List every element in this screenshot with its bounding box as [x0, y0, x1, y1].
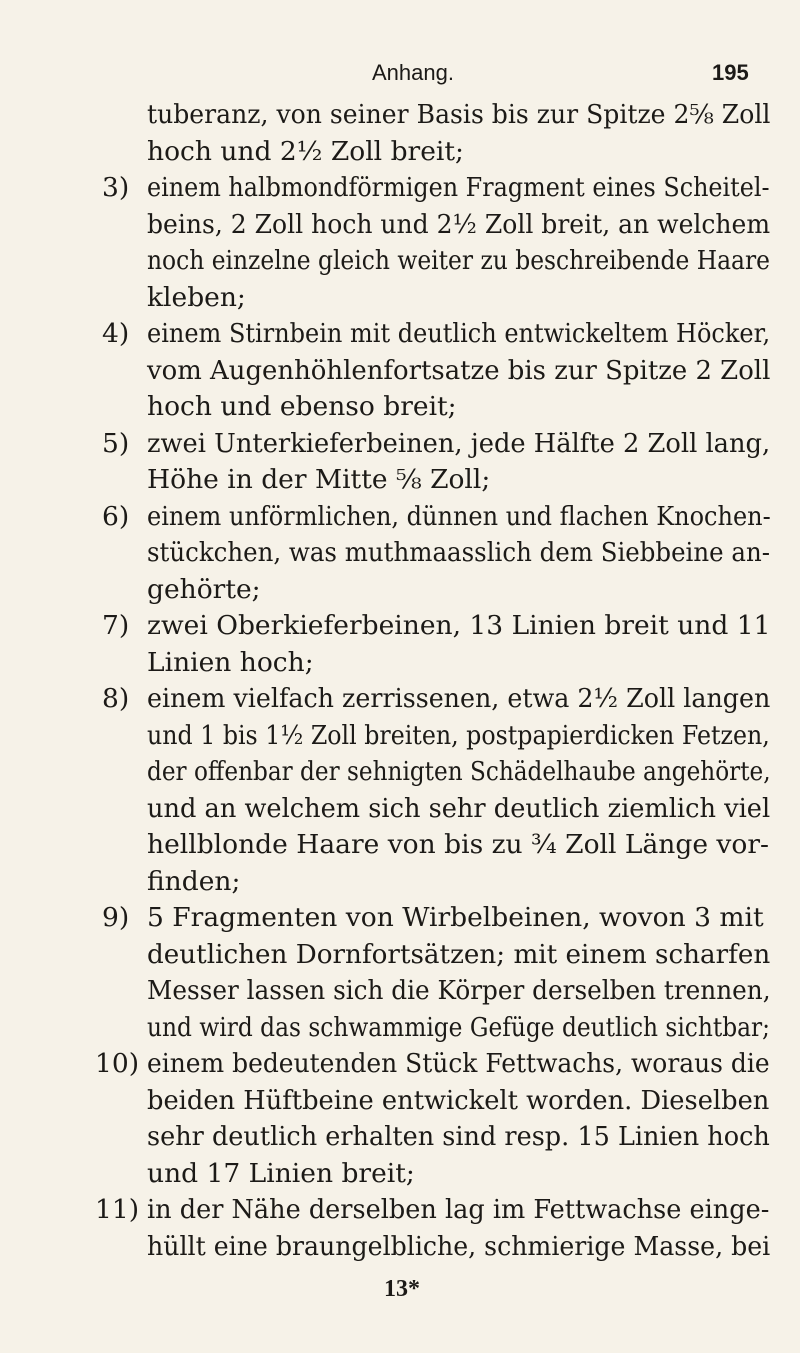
line-text: in der Nähe derselben lag im Fettwachse einge-	[147, 1194, 770, 1225]
text-line	[0, 317, 800, 351]
line-text: und 1 bis 1½ Zoll breiten, postpapierdicken Fetzen,	[147, 719, 770, 751]
line-text: 5 Fragmenten von Wirbelbeinen, wovon 3 mit	[147, 902, 764, 933]
line-text: beins, 2 Zoll hoch und 2½ Zoll breit, an welchem	[147, 208, 771, 240]
text-line	[0, 500, 800, 534]
text-line	[0, 719, 800, 753]
item-number: 8)	[102, 683, 130, 714]
line-text: Linien hoch;	[147, 646, 314, 678]
line-text: zwei Oberkieferbeinen, 13 Linien breit und 11	[147, 610, 771, 641]
line-text: und 17 Linien breit;	[147, 1157, 415, 1189]
line-text: tuberanz, von seiner Basis bis zur Spitze 2⅝ Zoll	[147, 99, 771, 130]
line-text: einem unförmlichen, dünnen und flachen Knochen-	[147, 500, 771, 532]
item-number: 5)	[102, 427, 130, 459]
text-line	[0, 938, 800, 972]
running-header	[0, 50, 800, 90]
line-text: Höhe in der Mitte ⅝ Zoll;	[147, 464, 491, 495]
line-text: hoch und 2½ Zoll breit;	[147, 135, 464, 167]
line-text: einem bedeutenden Stück Fettwachs, woraus die	[147, 1048, 770, 1079]
line-text: kleben;	[147, 281, 246, 313]
item-number: 6)	[102, 500, 130, 532]
line-text: stückchen, was muthmaasslich dem Siebbeine an-	[147, 537, 770, 568]
line-text: sehr deutlich erhalten sind resp. 15 Linien hoch	[147, 1121, 770, 1152]
text-line	[0, 463, 800, 497]
text-line	[0, 208, 800, 242]
line-text: noch einzelne gleich weiter zu beschreibende Haare	[147, 245, 770, 276]
text-line	[0, 1193, 800, 1227]
text-line	[0, 1157, 800, 1191]
text-line	[0, 573, 800, 607]
line-text: zwei Unterkieferbeinen, jede Hälfte 2 Zoll lang,	[147, 427, 771, 459]
text-line	[0, 1047, 800, 1081]
text-line	[0, 755, 800, 789]
text-line	[0, 281, 800, 315]
text-line	[0, 135, 800, 169]
item-number: 4)	[102, 318, 130, 349]
line-text: Messer lassen sich die Körper derselben trennen,	[147, 975, 771, 1006]
text-line	[0, 682, 800, 716]
text-line	[0, 427, 800, 461]
page-number: 195	[712, 60, 749, 85]
line-text: beiden Hüftbeine entwickelt worden. Dieselben	[147, 1084, 770, 1116]
text-line	[0, 792, 800, 826]
text-line	[0, 828, 800, 862]
text-line	[0, 354, 800, 388]
line-text: gehörte;	[147, 573, 261, 605]
item-number: 3)	[102, 172, 130, 203]
text-line	[0, 244, 800, 278]
text-line	[0, 609, 800, 643]
line-text: deutlichen Dornfortsätzen; mit einem scharfen	[147, 938, 771, 970]
running-title: Anhang.	[372, 60, 454, 85]
text-line	[0, 646, 800, 680]
text-line	[0, 901, 800, 935]
text-line	[0, 1011, 800, 1045]
item-number: 11)	[95, 1194, 140, 1225]
line-text: einem vielfach zerrissenen, etwa 2½ Zoll langen	[147, 683, 771, 714]
line-text: einem Stirnbein mit deutlich entwickeltem Höcker,	[147, 318, 771, 349]
item-number: 9)	[102, 902, 130, 933]
text-line	[0, 171, 800, 205]
line-text: vom Augenhöhlenfortsatze bis zur Spitze 2 Zoll	[147, 354, 771, 386]
line-text: hoch und ebenso breit;	[147, 391, 457, 422]
item-number: 7)	[102, 610, 130, 641]
line-text: der offenbar der sehnigten Schädelhaube angehörte,	[147, 756, 771, 787]
text-line	[0, 865, 800, 899]
line-text: und an welchem sich sehr deutlich ziemlich viel	[147, 792, 771, 824]
text-line	[0, 536, 800, 570]
text-line	[0, 1084, 800, 1118]
line-text: einem halbmondförmigen Fragment eines Scheitel-	[147, 172, 770, 203]
item-number: 10)	[95, 1048, 140, 1079]
text-line	[0, 974, 800, 1008]
line-text: finden;	[147, 865, 241, 897]
text-line	[0, 1230, 800, 1264]
text-line	[0, 1120, 800, 1154]
signature-mark: 13*	[384, 1276, 420, 1302]
line-text: hellblonde Haare von bis zu ¾ Zoll Länge vor-	[147, 829, 769, 860]
line-text: hüllt eine braungelbliche, schmierige Masse, bei	[147, 1230, 771, 1262]
text-line	[0, 98, 800, 132]
line-text: und wird das schwammige Gefüge deutlich sichtbar;	[147, 1011, 770, 1043]
text-line	[0, 390, 800, 424]
